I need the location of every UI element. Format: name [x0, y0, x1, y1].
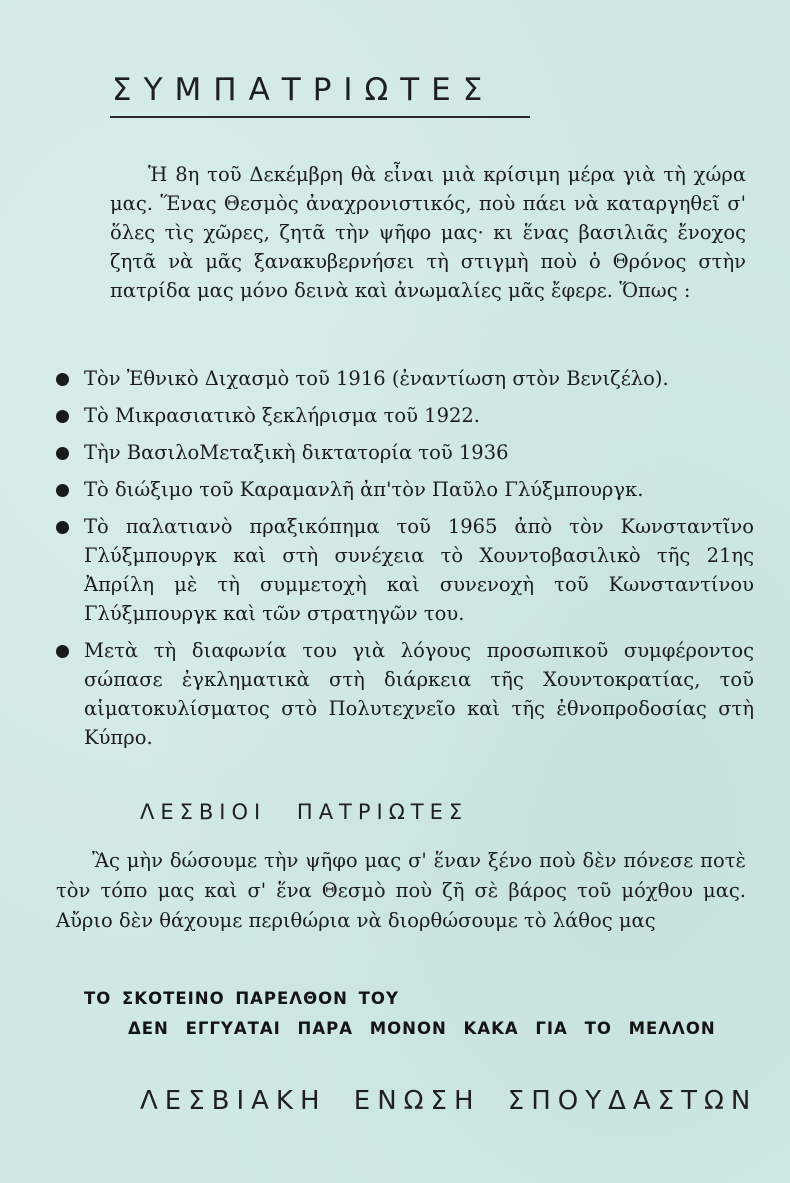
bullet-dot-icon: [56, 484, 69, 497]
bullet-dot-icon: [56, 410, 69, 423]
bullet-dot-icon: [56, 645, 69, 658]
list-item-text: Τὴν ΒασιλοΜεταξικὴ δικτατορία τοῦ 1936: [84, 441, 509, 464]
bullet-dot-icon: [56, 373, 69, 386]
slogan-line-2: ΔΕΝ ΕΓΓΥΑΤΑΙ ΠΑΡΑ ΜΟΝΟΝ ΚΑΚΑ ΓΙΑ ΤΟ ΜΕΛΛΟΝ: [128, 1019, 716, 1038]
list-item-text: Τὸ Μικρασιατικὸ ξεκλήρισμα τοῦ 1922.: [84, 404, 480, 427]
list-item: [54, 401, 754, 430]
bullet-dot-icon: [56, 521, 69, 534]
list-item-text: Τὸ διώξιμο τοῦ Καραμανλῆ ἀπ'τὸν Παῦλο Γλύξμπουργκ.: [84, 478, 644, 501]
list-item: [54, 364, 754, 393]
appeal-paragraph: Ἂς μὴν δώσουμε τὴν ψῆφο μας σ' ἕναν ξένο ποὺ δὲν πόνεσε ποτὲ τὸν τόπο μας καὶ σ' ἕνα Θεσμὸ ποὺ ζῆ σὲ βάρος τοῦ μόχθου μας. Αὔριο δὲν θάχουμε περιθώρια νὰ διορθώσουμε τὸ λάθος μας: [56, 849, 746, 932]
list-item: [54, 636, 754, 752]
list-item: [54, 438, 754, 467]
list-item: [54, 475, 754, 504]
section-subheading: ΛΕΣΒΙΟΙ ΠΑΤΡΙΩΤΕΣ: [140, 800, 469, 824]
leaflet-title: ΣΥΜΠΑΤΡΙΩΤΕΣ: [112, 72, 495, 108]
grievance-list: [54, 364, 754, 760]
title-underline: [110, 116, 530, 118]
signature-organization: ΛΕΣΒΙΑΚΗ ΕΝΩΣΗ ΣΠΟΥΔΑΣΤΩΝ: [140, 1086, 758, 1116]
slogan-line-1: ΤΟ ΣΚΟΤΕΙΝΟ ΠΑΡΕΛΘΟΝ ΤΟΥ: [84, 989, 399, 1008]
list-item: [54, 512, 754, 628]
list-item-text: Τὸν Ἐθνικὸ Διχασμὸ τοῦ 1916 (ἐναντίωση στὸν Βενιζέλο).: [84, 367, 669, 390]
list-item-text: Μετὰ τὴ διαφωνία του γιὰ λόγους προσωπικοῦ συμφέροντος σώπασε ἐγκληματικὰ στὴ διάρκεια τῆς Χουντοκρατίας, τοῦ αἱματοκυλίσματος στὸ Πολυτεχνεῖο καὶ τῆς ἐθνοπροδοσίας στὴ Κύπρο.: [84, 639, 754, 749]
list-item-text: Τὸ παλατιανὸ πραξικόπημα τοῦ 1965 ἀπὸ τὸν Κωνσταντῖνο Γλύξμπουργκ καὶ στὴ συνέχεια τὸ Χουντοβασιλικὸ τῆς 21ης Ἀπρίλη μὲ τὴ συμμετοχὴ καὶ συνενοχὴ τοῦ Κωνσταντίνου Γλύξμπουργκ καὶ τῶν στρατηγῶν του.: [84, 515, 754, 625]
intro-paragraph: Ἡ 8η τοῦ Δεκέμβρη θὰ εἶναι μιὰ κρίσιμη μέρα γιὰ τὴ χώρα μας. Ἕνας Θεσμὸς ἀναχρονιστικός, ποὺ πάει νὰ καταργηθεῖ σ' ὅλες τὶς χῶρες, ζητᾶ τὴν ψῆφο μας· κι ἕνας βασιλιᾶς ἔνοχος ζητᾶ νὰ μᾶς ξανακυβερνήσει τὴ στιγμὴ ποὺ ὁ Θρόνος στὴν πατρίδα μας μόνο δεινὰ καὶ ἀνωμαλίες μᾶς ἔφερε. Ὅπως :: [110, 163, 746, 302]
bullet-dot-icon: [56, 447, 69, 460]
